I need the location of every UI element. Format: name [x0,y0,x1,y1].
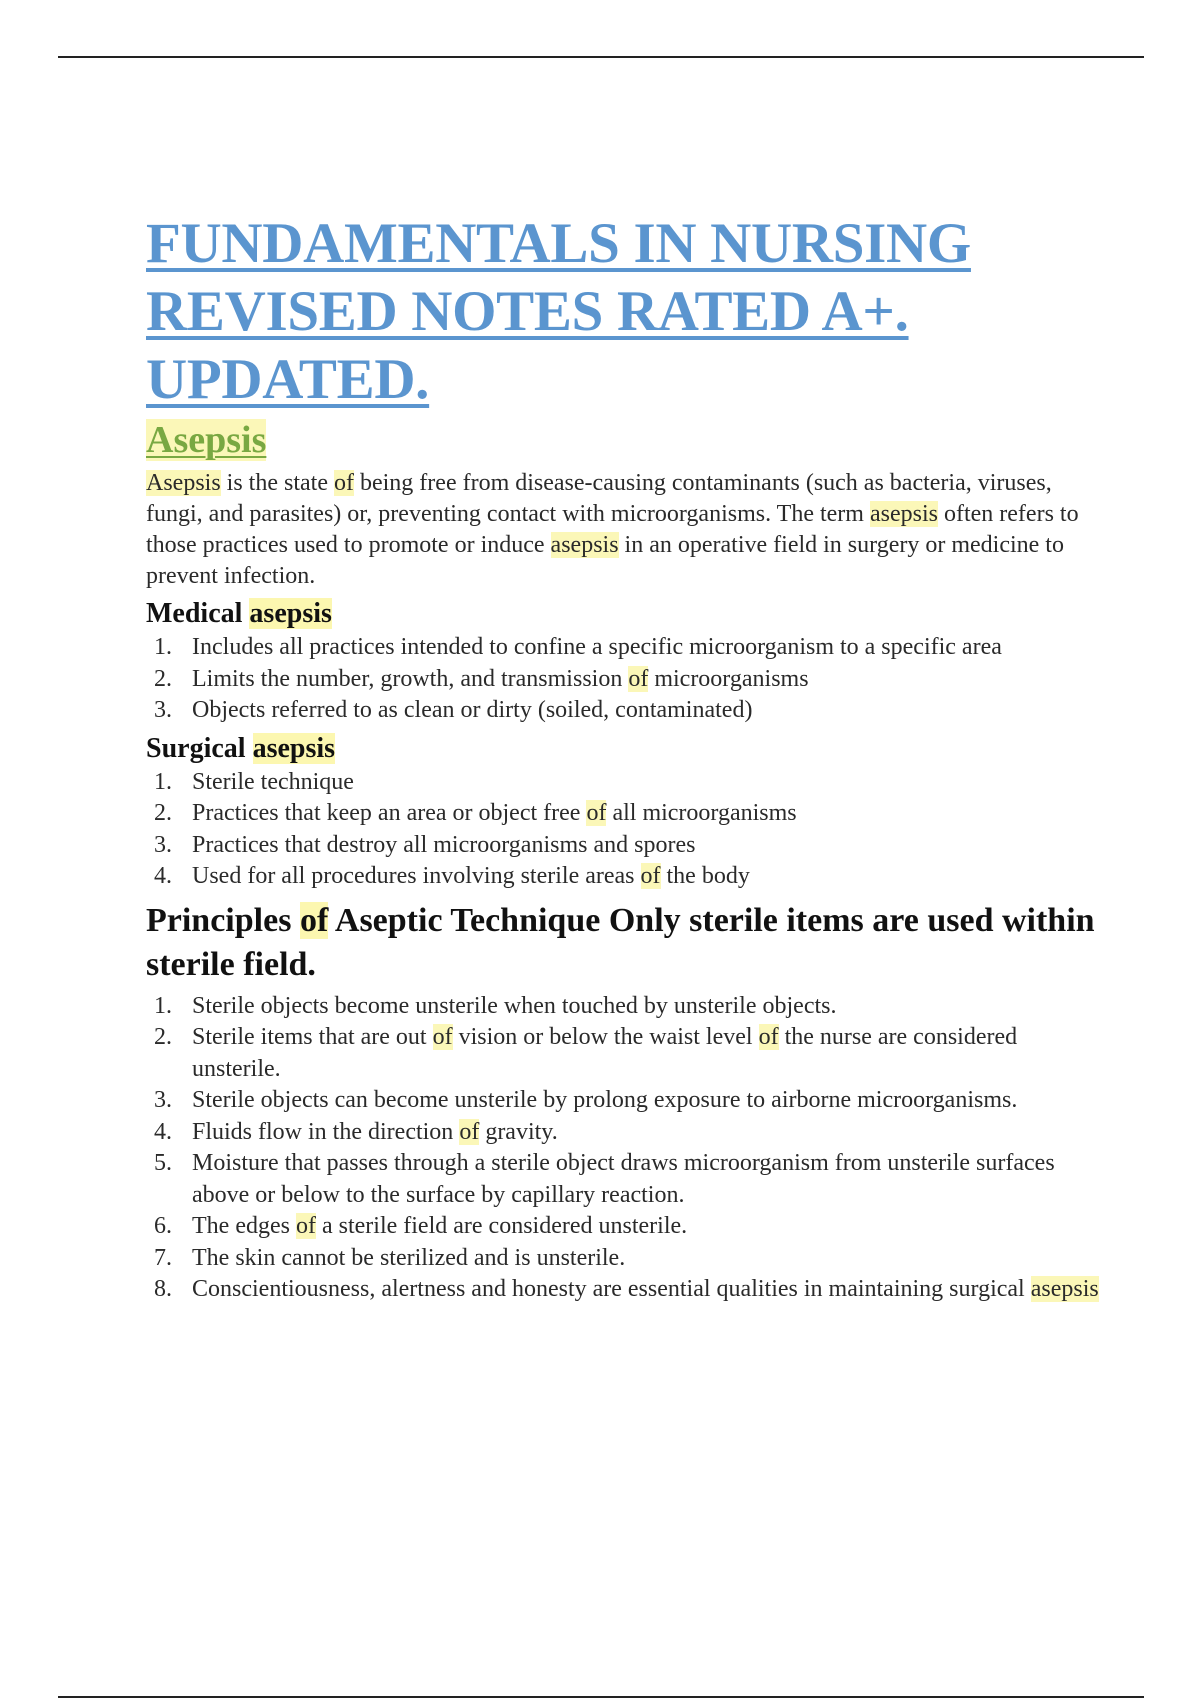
list-item: 1. Sterile objects become unsterile when touched by unsterile objects. [154,992,837,1019]
list-item: 2. Sterile items that are out of vision or below the waist level of the nurse are considered unsterile. [154,1024,1018,1082]
title-line-3: UPDATED. [146,348,430,411]
medical-asepsis-list [146,632,1106,727]
list-item: 6. The edges of a sterile field are considered unsterile. [154,1213,688,1239]
list-item: 7. The skin cannot be sterilized and is unsterile. [154,1244,626,1271]
list-item: 5. Moisture that passes through a sterile object draws microorganism from unsterile surfaces above or below to the surface by capillary reaction. [154,1150,1055,1208]
list-item: 2. Practices that keep an area or object free of all microorganisms [154,800,797,826]
principles-list [146,991,1106,1306]
list-item: 3. Practices that destroy all microorganisms and spores [154,831,696,858]
list-item: 1. Sterile technique [154,768,354,795]
list-item: 4. Fluids flow in the direction of gravity. [154,1118,558,1145]
list-item: 3. Sterile objects can become unsterile by prolong exposure to airborne microorganisms. [154,1087,1018,1113]
asepsis-definition: Asepsis is the state of being free from disease-causing contaminants (such as bacteria, viruses, fungi, and parasites) or, preventing contact with microorganisms. The term asepsis often refers to those practices used to promote or induce asepsis in an operative field in surgery or medicine to prevent infection. [146,470,1079,589]
title-line-2: REVISED NOTES RATED A+. [146,280,909,343]
title-line-1: FUNDAMENTALS IN NURSING [146,212,971,275]
list-item: 3. Objects referred to as clean or dirty (soiled, contaminated) [154,697,753,723]
list-item: 4. Used for all procedures involving sterile areas of the body [154,863,750,889]
principles-heading: Principles of Aseptic Technique Only sterile items are used within sterile field. [146,901,1095,983]
bottom-rule [58,1696,1144,1698]
list-item: 1. Includes all practices intended to confine a specific microorganism to a specific area [154,634,1002,660]
list-item: 2. Limits the number, growth, and transmission of microorganisms [154,665,809,692]
top-rule [58,56,1144,58]
asepsis-heading: Asepsis [146,419,267,461]
list-item: 8. Conscientiousness, alertness and honesty are essential qualities in maintaining surgical asepsis [154,1276,1099,1302]
document-body [146,210,1106,1306]
document-title [146,210,1106,414]
medical-asepsis-heading: Medical asepsis [146,598,332,629]
surgical-asepsis-list [146,767,1106,893]
surgical-asepsis-heading: Surgical asepsis [146,732,336,764]
